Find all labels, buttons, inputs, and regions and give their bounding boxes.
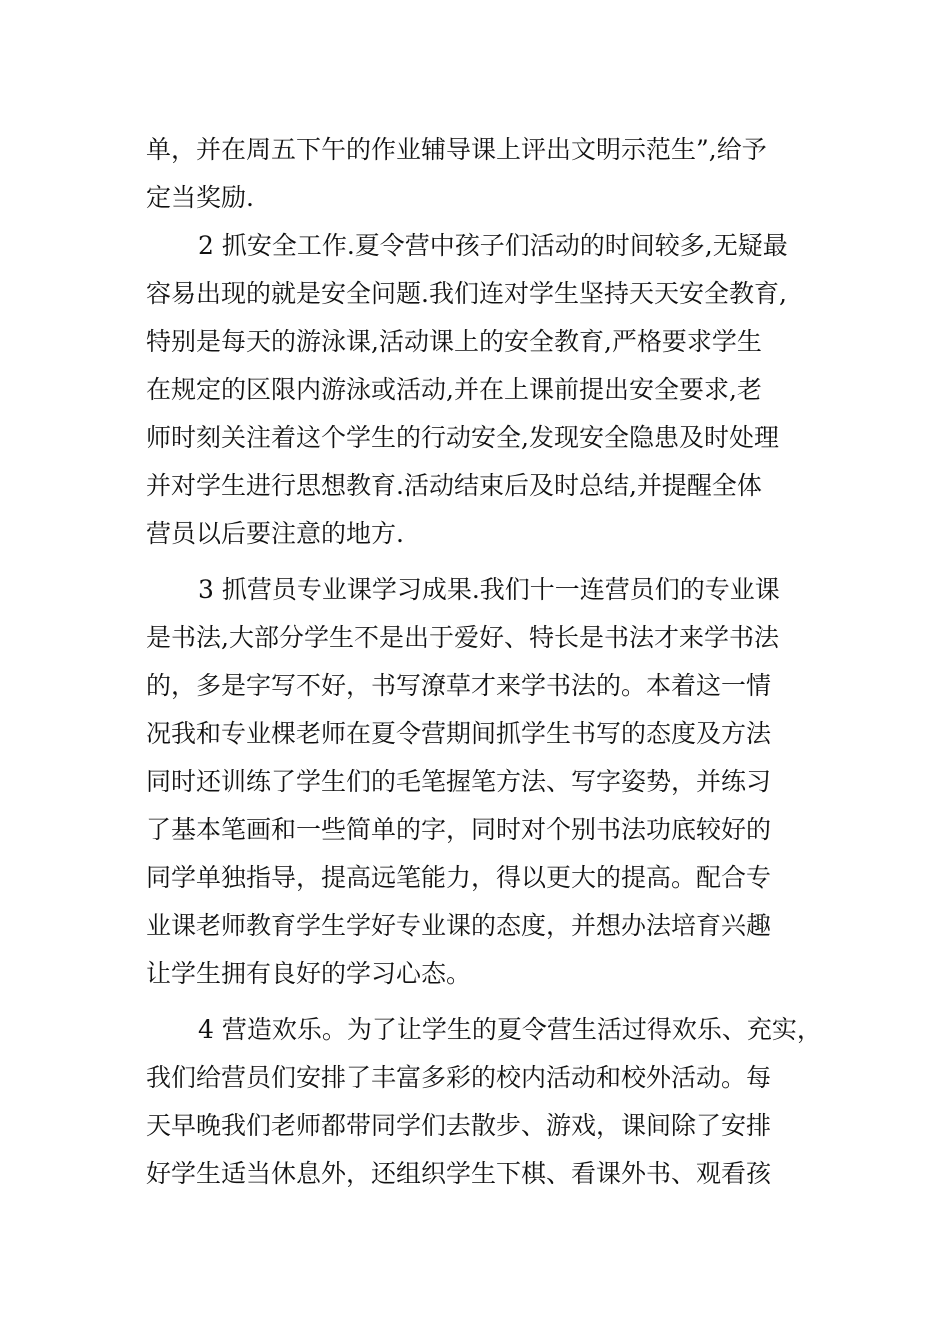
text-line: 4 营造欢乐。为了让学生的夏令营生活过得欢乐、充实， — [198, 1015, 822, 1044]
document-body — [146, 126, 821, 1198]
text-line: 并对学生进行思想教育.活动结束后及时总结,并提醒全体 — [146, 471, 762, 500]
text-line: 在规定的区限内游泳或活动,并在上课前提出安全要求,老 — [146, 375, 762, 404]
text-line: 2 抓安全工作.夏令营中孩子们活动的时间较多,无疑最 — [198, 231, 788, 260]
text-line: 天早晚我们老师都带同学们去散步、游戏，课间除了安排 — [146, 1111, 772, 1140]
text-line: 定当奖励. — [146, 183, 254, 212]
text-line: 是书法,大部分学生不是出于爱好、特长是书法才来学书法 — [146, 623, 779, 652]
paragraph-spacer — [146, 998, 821, 1006]
text-line: 营员以后要注意的地方. — [146, 519, 404, 548]
text-line: 容易出现的就是安全问题.我们连对学生坚持天天安全教育, — [146, 279, 787, 308]
paragraph-calligraphy — [146, 566, 821, 998]
text-line: 业课老师教育学生学好专业课的态度，并想办法培育兴趣 — [146, 911, 772, 940]
paragraph-spacer — [146, 558, 821, 566]
text-line: 的，多是字写不好，书写潦草才来学书法的。本着这一情 — [146, 671, 772, 700]
text-line: 好学生适当休息外，还组织学生下棋、看课外书、观看孩 — [146, 1159, 772, 1188]
text-line: 同学单独指导，提高远笔能力，得以更大的提高。配合专 — [146, 863, 772, 892]
text-line: 师时刻关注着这个学生的行动安全,发现安全隐患及时处理 — [146, 423, 779, 452]
text-line: 3 抓营员专业课学习成果.我们十一连营员们的专业课 — [198, 575, 780, 604]
text-line: 况我和专业棵老师在夏令营期间抓学生书写的态度及方法 — [146, 719, 772, 748]
text-line: 同时还训练了学生们的毛笔握笔方法、写字姿势，并练习 — [146, 767, 772, 796]
text-line: 了基本笔画和一些简单的字，同时对个别书法功底较好的 — [146, 815, 772, 844]
paragraph-joy — [146, 1006, 821, 1198]
text-line: 让学生拥有良好的学习心态。 — [146, 959, 472, 988]
text-line: 单，并在周五下午的作业辅导课上评出文明示范生”,给予 — [146, 135, 767, 164]
paragraph-reward — [146, 126, 821, 222]
paragraph-safety — [146, 222, 821, 558]
text-line: 我们给营员们安排了丰富多彩的校内活动和校外活动。每 — [146, 1063, 772, 1092]
text-line: 特别是每天的游泳课,活动课上的安全教育,严格要求学生 — [146, 327, 762, 356]
